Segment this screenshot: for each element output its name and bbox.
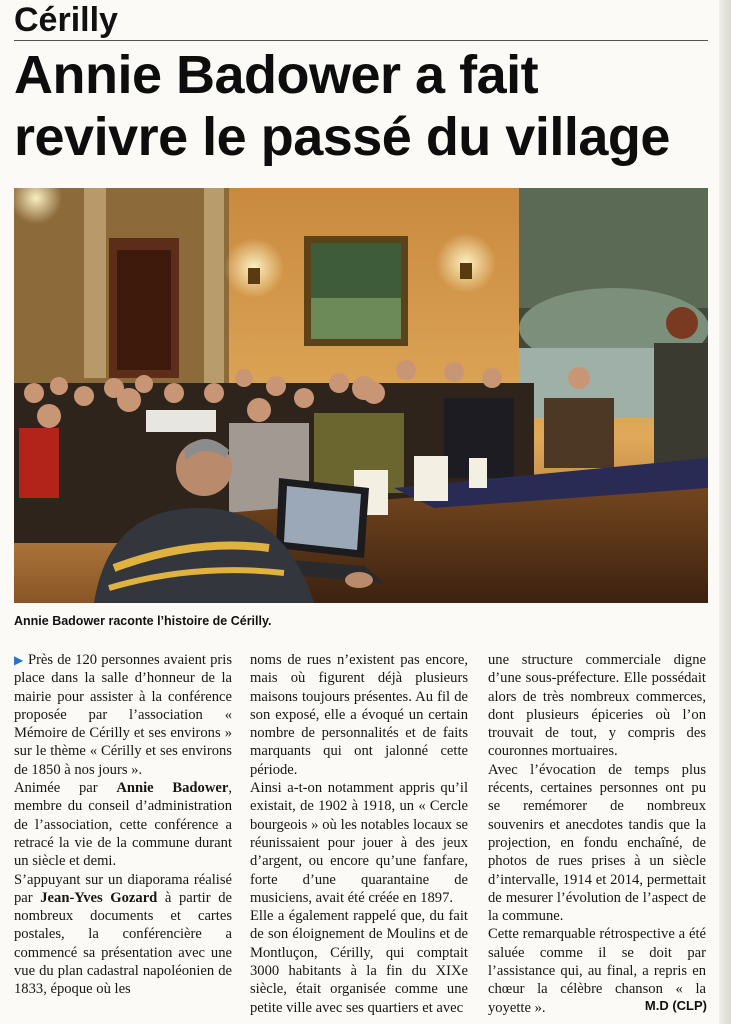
- speaker-name: Annie Badower: [116, 780, 229, 797]
- triangle-right-icon: ▶: [14, 653, 24, 667]
- paragraph-3-text: à partir de nombreux documents et cartes postales, la conférencière a commencé sa présentation avec une vue du plan cadastral napoléonien de 1833, époque où les: [14, 889, 232, 998]
- conference-scene-illustration: [14, 188, 708, 603]
- paragraph-4: noms de rues n’existent pas encore, mais où figurent déjà plusieurs maisons toujours présentes. Au fil de son exposé, elle a évoqué un certain nombre de personnalités et de faits marquants qui ont jalonné cette période.: [250, 652, 468, 778]
- paragraph-9: Cette remarquable rétrospective a été saluée comme il se doit par l’assistance qui, au final, a repris en chœur la célèbre chanson « la yoyette ».: [488, 926, 706, 1016]
- paragraph-1: [14, 651, 232, 779]
- paragraph-1-text: Près de 120 personnes avaient pris place dans la salle d’honneur de la mairie pour assister à la conférence proposée par l’association « Mémoire de Cérilly et ses environs » sur le thème « Cérilly et ses environs de 1850 à nos jours ».: [14, 652, 233, 778]
- headline-line-2: revivre le passé du village: [14, 107, 670, 167]
- paragraph-2-text: , membre du conseil d’administration de l’association, cette conférence a retracé la vie de la commune durant un siècle et demi.: [14, 780, 232, 870]
- article-photo: [14, 188, 708, 603]
- article-column-1: [14, 651, 232, 999]
- paragraph-2: [14, 779, 232, 870]
- paragraph-2-lead: Animée par: [14, 780, 117, 797]
- headline-line-1: Annie Badower a fait: [14, 45, 539, 105]
- author-name: Jean-Yves Gozard: [40, 889, 158, 906]
- article-column-3: [488, 651, 706, 1017]
- paragraph-3: [14, 871, 232, 999]
- photo-caption: Annie Badower raconte l’histoire de Cérilly.: [14, 614, 272, 628]
- byline: M.D (CLP): [644, 998, 707, 1013]
- paragraph-5: Ainsi a-t-on notamment appris qu’il existait, de 1902 à 1918, un « Cercle bourgeois » où les notables locaux se réunissaient pour jouer à des jeux d’argent, ou encore qu’une fanfare, forte d’une quarantaine de musiciens, avait été créée en 1897.: [250, 780, 468, 906]
- article-column-2: [250, 651, 468, 1017]
- header-rule: [14, 40, 708, 41]
- locality-heading: Cérilly: [14, 1, 118, 39]
- paragraph-6: Elle a également rappelé que, du fait de son éloignement de Moulins et de Montluçon, Cérilly, qui comptait 3000 habitants à la fin du XIXe siècle, était organisée comme une petite ville avec ses quartiers et avec: [250, 908, 468, 1016]
- paragraph-3-lead: S’appuyant sur un diaporama réalisé par: [14, 871, 232, 906]
- paragraph-8: Avec l’évocation de temps plus récents, certaines personnes ont pu se remémorer de nombreux souvenirs et anecdotes tandis que la projection, en fondu enchaîné, de photos de rues prises à un siècle d’intervalle, 1914 et 2014, permettait de mesurer l’évolution de l’aspect de la commune.: [488, 761, 706, 925]
- page-edge-shadow: [719, 0, 731, 1024]
- paragraph-7: une structure commerciale digne d’une sous-préfecture. Elle possédait alors de très nombreux commerces, dont plusieurs épiceries où l’on trouvait de tout, y compris des couronnes mortuaires.: [488, 652, 706, 760]
- article-headline: [14, 44, 714, 168]
